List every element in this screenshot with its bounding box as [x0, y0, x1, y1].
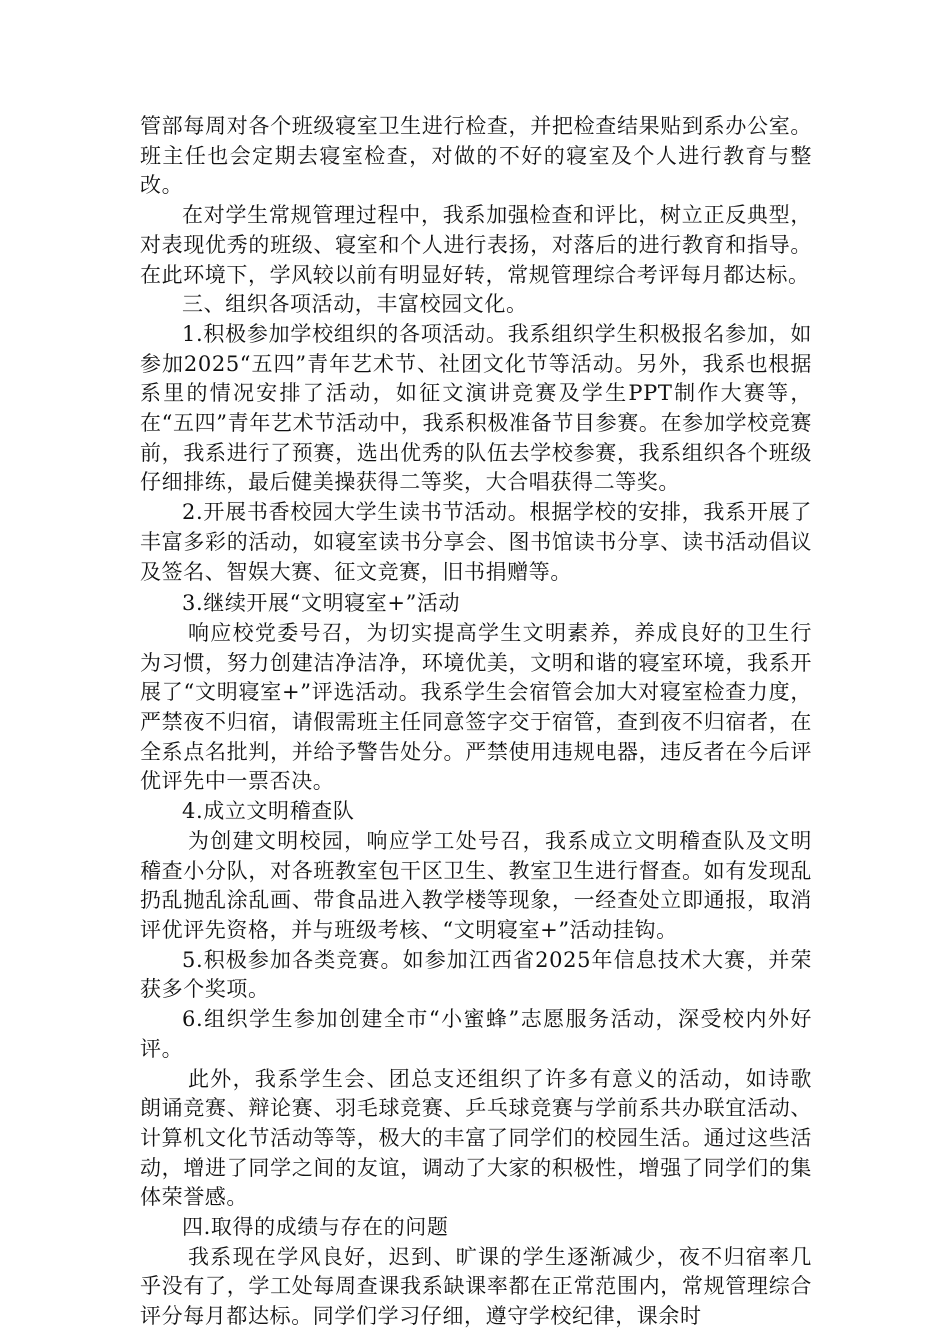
paragraph-routine-management: 在对学生常规管理过程中，我系加强检查和评比，树立正反典型，对表现优秀的班级、寝室和个人进行表扬，对落后的进行教育和指导。在此环境下，学风较以前有明显好转，常规管理综合考评每月都达标。: [140, 203, 812, 287]
section-heading-activities: 三、组织各项活动，丰富校园文化。: [182, 292, 528, 317]
paragraph-civilized-dorm: 响应校党委号召，为切实提高学生文明素养，养成良好的卫生行为习惯，努力创建洁净洁净，环境优美，文明和谐的寝室环境，我系开展了“文明寝室+”评选活动。我系学生会宿管会加大对寝室检查力度，严禁夜不归宿，请假需班主任同意签字交于宿管，查到夜不归宿者，在全系点名批判，并给予警告处分。严禁使用违规电器，违反者在今后评优评先中一票否决。: [140, 620, 812, 794]
paragraph-school-activities: 1.积极参加学校组织的各项活动。我系组织学生积极报名参加，如参加2025“五四”青年艺术节、社团文化节等活动。另外，我系也根据系里的情况安排了活动，如征文演讲竞赛及学生PPT制作大赛等，在“五四”青年艺术节活动中，我系积极准备节目参赛。在参加学校竞赛前，我系进行了预赛，选出优秀的队伍去学校参赛，我系组织各个班级仔细排练，最后健美操获得二等奖，大合唱获得二等奖。: [140, 321, 812, 495]
paragraph-inspection-team: 为创建文明校园，响应学工处号召，我系成立文明稽查队及文明稽查小分队，对各班教室包干区卫生、教室卫生进行督查。如有发现乱扔乱抛乱涂乱画、带食品进入教学楼等现象，一经查处立即通报，取消评优评先资格，并与班级考核、“文明寝室+”活动挂钩。: [140, 828, 812, 942]
section-heading-achievements: 四.取得的成绩与存在的问题: [182, 1215, 449, 1240]
subheading-inspection-team: 4.成立文明稽查队: [182, 799, 355, 824]
document-body: [140, 112, 812, 1332]
subheading-civilized-dorm: 3.继续开展“文明寝室+”活动: [182, 591, 461, 616]
paragraph-volunteer-service: 6.组织学生参加创建全市“小蜜蜂”志愿服务活动，深受校内外好评。: [140, 1007, 812, 1061]
paragraph-dorm-inspection: 管部每周对各个班级寝室卫生进行检查，并把检查结果贴到系办公室。班主任也会定期去寝室检查，对做的不好的寝室及个人进行教育与整改。: [140, 114, 812, 198]
paragraph-competitions: 5.积极参加各类竞赛。如参加江西省2025年信息技术大赛，并荣获多个奖项。: [140, 947, 812, 1002]
paragraph-achievements: 我系现在学风良好，迟到、旷课的学生逐渐减少，夜不归宿率几乎没有了，学工处每周查课我系缺课率都在正常范围内，常规管理综合评分每月都达标。同学们学习仔细，遵守学校纪律，课余时: [140, 1244, 812, 1329]
paragraph-reading-festival: 2.开展书香校园大学生读书节活动。根据学校的安排，我系开展了丰富多彩的活动，如寝室读书分享会、图书馆读书分享、读书活动倡议及签名、智娱大赛、征文竞赛，旧书捐赠等。: [140, 500, 812, 584]
paragraph-other-activities: 此外，我系学生会、团总支还组织了许多有意义的活动，如诗歌朗诵竞赛、辩论赛、羽毛球竞赛、乒乓球竞赛与学前系共办联宜活动、计算机文化节活动等等，极大的丰富了同学们的校园生活。通过这些活动，增进了同学之间的友谊，调动了大家的积极性，增强了同学们的集体荣誉感。: [140, 1066, 812, 1210]
